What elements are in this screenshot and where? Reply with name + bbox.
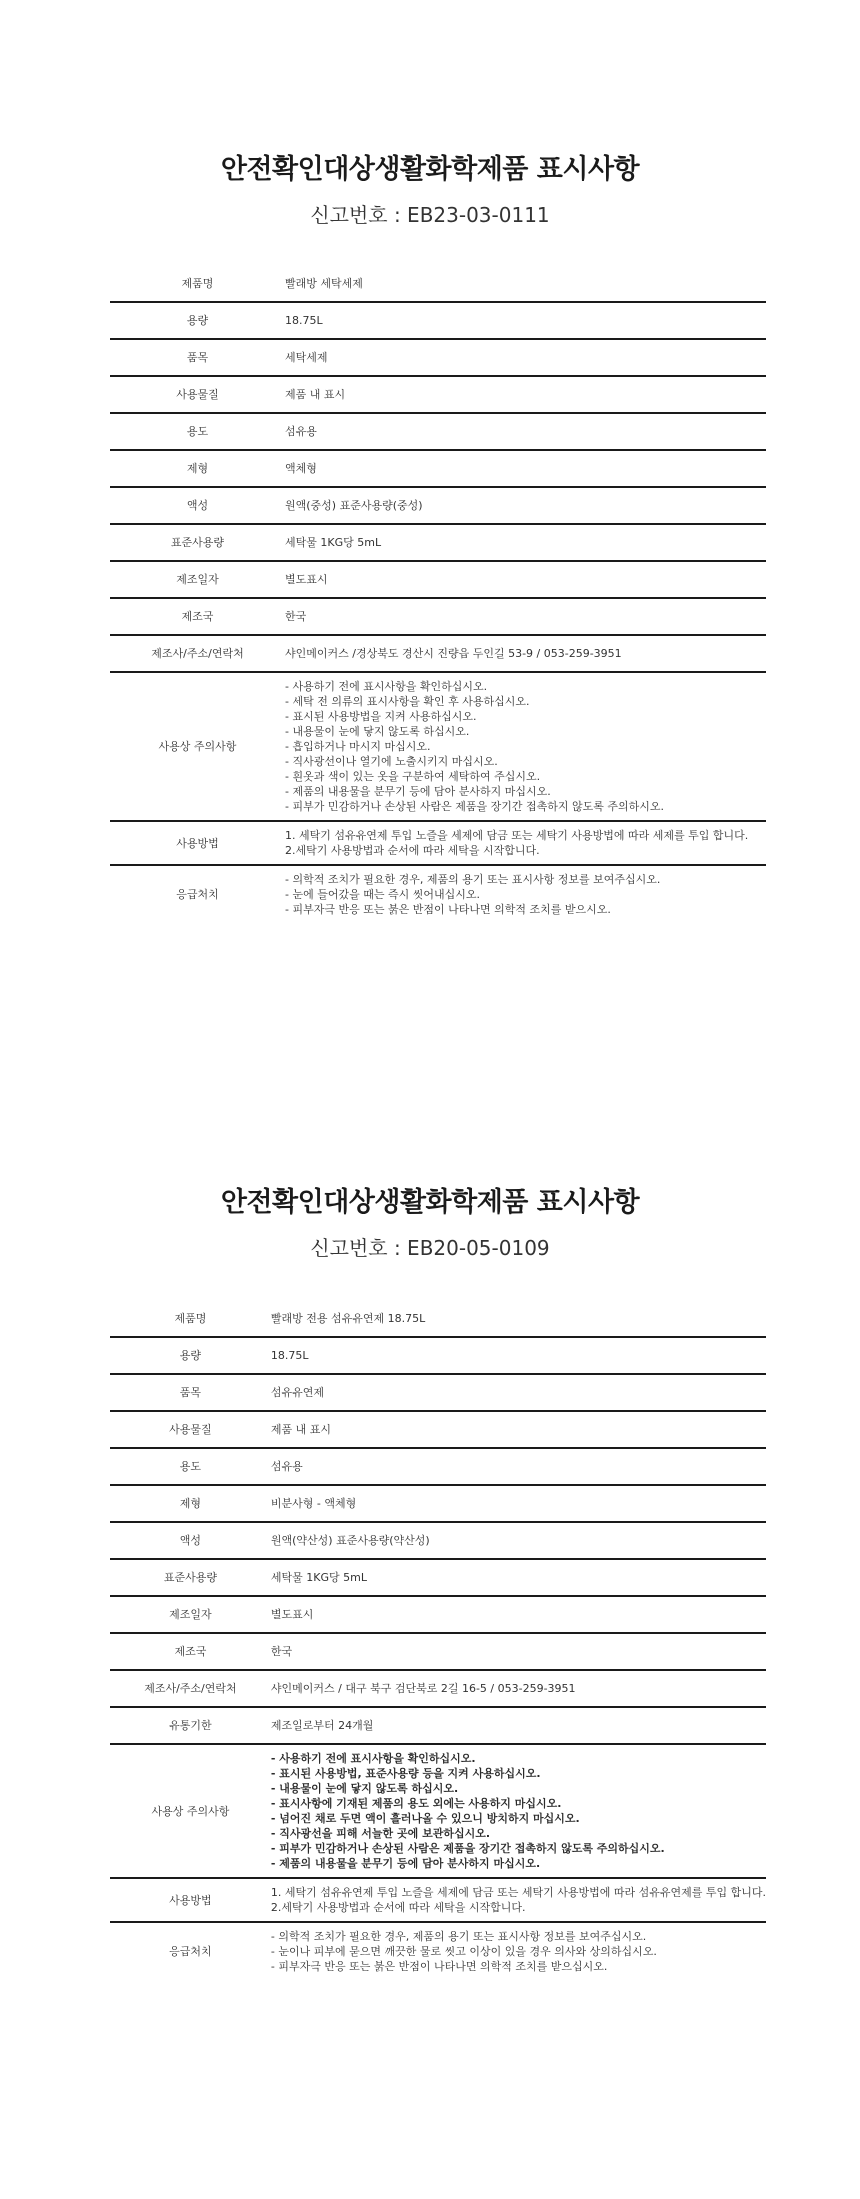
row-value: 별도표시 bbox=[270, 1608, 314, 1621]
product-info-table bbox=[110, 1300, 766, 1980]
label-section-2 bbox=[0, 1183, 860, 1973]
table-row-standard-dose bbox=[110, 524, 766, 561]
row-label: 제품명 bbox=[174, 1311, 207, 1325]
list-item: - 표시된 사용방법을 지켜 사용하십시오. bbox=[285, 710, 477, 723]
list-item: - 사용하기 전에 표시사항을 확인하십시오. bbox=[270, 1752, 476, 1765]
list-item: - 내용물이 눈에 닿지 않도록 하십시오. bbox=[285, 725, 470, 738]
row-value: 빨래방 세탁세제 bbox=[285, 276, 363, 290]
list-item: - 제품의 내용물을 분무기 등에 담아 분사하지 마십시오. bbox=[270, 1857, 541, 1870]
table-row-substances bbox=[110, 376, 766, 413]
row-label: 제조국 bbox=[181, 610, 214, 623]
row-value: 원액(중성) 표준사용량(중성) bbox=[285, 499, 423, 512]
row-label: 유통기한 bbox=[169, 1719, 212, 1732]
table-row-item bbox=[110, 339, 766, 376]
table-row-product-name bbox=[110, 1300, 766, 1337]
table-row-manufacturer bbox=[110, 635, 766, 672]
table-row-country bbox=[110, 1633, 766, 1670]
cautions-list bbox=[285, 672, 766, 821]
row-label: 용량 bbox=[179, 1349, 202, 1362]
usage-list bbox=[271, 1878, 766, 1922]
table-row-ph bbox=[110, 487, 766, 524]
table-row-ph bbox=[110, 1522, 766, 1559]
row-label: 품목 bbox=[179, 1386, 202, 1399]
list-item: - 제품의 내용물을 분무기 등에 담아 분사하지 마십시오. bbox=[285, 785, 551, 798]
list-item: - 눈이나 피부에 묻으면 깨끗한 물로 씻고 이상이 있을 경우 의사와 상의하십시오. bbox=[270, 1945, 657, 1958]
list-item: - 넘어진 채로 두면 액이 흘러나올 수 있으니 방치하지 마십시오. bbox=[270, 1812, 580, 1825]
row-value: 원액(약산성) 표준사용량(약산성) bbox=[270, 1534, 430, 1547]
row-label: 사용물질 bbox=[176, 388, 219, 401]
list-item: - 피부자극 반응 또는 붉은 반점이 나타나면 의학적 조치를 받으시오. bbox=[285, 903, 611, 916]
row-value: 빨래방 전용 섬유유연제 18.75L bbox=[270, 1311, 426, 1325]
row-value: 섬유유연제 bbox=[270, 1386, 325, 1399]
usage-list bbox=[285, 821, 766, 865]
table-row-expiry bbox=[110, 1707, 766, 1744]
table-row-manufacture-date bbox=[110, 561, 766, 598]
table-row-usage bbox=[110, 821, 766, 865]
table-row-country bbox=[110, 598, 766, 635]
table-row-formulation bbox=[110, 450, 766, 487]
list-item: - 의학적 조치가 필요한 경우, 제품의 용기 또는 표시사항 정보를 보여주십시오. bbox=[285, 873, 661, 886]
row-value: 섬유용 bbox=[285, 425, 317, 438]
row-label: 용도 bbox=[186, 425, 209, 438]
row-value: 세탁물 1KG당 5mL bbox=[285, 536, 382, 549]
row-label: 제조국 bbox=[174, 1645, 207, 1658]
table-row-product-name bbox=[110, 265, 766, 302]
row-value: 한국 bbox=[270, 1645, 293, 1658]
list-item: - 직사광선이나 열기에 노출시키지 마십시오. bbox=[285, 755, 498, 768]
list-item: 1. 세탁기 섬유유연제 투입 노즐을 세제에 담금 또는 세탁기 사용방법에 따라 세제를 투입 합니다. bbox=[285, 829, 749, 842]
list-item: - 의학적 조치가 필요한 경우, 제품의 용기 또는 표시사항 정보를 보여주십시오. bbox=[270, 1930, 647, 1943]
row-value: 18.75L bbox=[285, 314, 323, 327]
list-item: - 세탁 전 의류의 표시사항을 확인 후 사용하십시오. bbox=[285, 695, 530, 708]
row-label: 사용물질 bbox=[169, 1423, 212, 1436]
row-label: 사용상 주의사항 bbox=[151, 1804, 230, 1818]
row-value: 액체형 bbox=[285, 462, 317, 475]
list-item: - 흡입하거나 마시지 마십시오. bbox=[285, 740, 431, 753]
list-item: - 피부가 민감하거나 손상된 사람은 제품을 장기간 접촉하지 않도록 주의하시오. bbox=[285, 800, 664, 813]
table-row-manufacture-date bbox=[110, 1596, 766, 1633]
row-label: 응급처치 bbox=[176, 888, 219, 901]
row-value: 18.75L bbox=[270, 1349, 309, 1362]
table-row-purpose bbox=[110, 413, 766, 450]
row-value: 샤인메이커스 / 대구 북구 검단북로 2길 16-5 / 053-259-3951 bbox=[270, 1682, 576, 1695]
row-label: 제조사/주소/연락처 bbox=[144, 1682, 237, 1695]
row-label: 응급처치 bbox=[169, 1945, 212, 1958]
row-label: 제품명 bbox=[181, 276, 214, 290]
row-value: 샤인메이커스 /경상북도 경산시 진량읍 두인길 53-9 / 053-259-3951 bbox=[285, 647, 622, 660]
row-label: 제조일자 bbox=[176, 573, 219, 586]
section-title: 안전확인대상생활화학제품 표시사항 bbox=[220, 154, 640, 185]
list-item: - 사용하기 전에 표시사항을 확인하십시오. bbox=[285, 680, 488, 693]
row-value: 세탁물 1KG당 5mL bbox=[270, 1571, 367, 1584]
row-label: 액성 bbox=[186, 499, 209, 512]
cautions-list bbox=[271, 1744, 766, 1878]
table-row-first-aid bbox=[110, 1922, 766, 1980]
list-item: - 표시사항에 기재된 제품의 용도 외에는 사용하지 마십시오. bbox=[270, 1797, 562, 1810]
list-item: - 피부자극 반응 또는 붉은 반점이 나타나면 의학적 조치를 받으십시오. bbox=[270, 1960, 608, 1973]
row-label: 제조일자 bbox=[169, 1608, 212, 1621]
row-value: 비분사형 - 액체형 bbox=[270, 1497, 357, 1510]
table-row-capacity bbox=[110, 1337, 766, 1374]
section-title: 안전확인대상생활화학제품 표시사항 bbox=[220, 1187, 640, 1218]
list-item: - 내용물이 눈에 닿지 않도록 하십시오. bbox=[270, 1782, 459, 1795]
table-row-capacity bbox=[110, 302, 766, 339]
list-item: - 흰옷과 색이 있는 옷을 구분하여 세탁하여 주십시오. bbox=[285, 770, 541, 783]
row-value: 한국 bbox=[285, 610, 307, 623]
row-value: 제조일로부터 24개월 bbox=[270, 1719, 374, 1732]
list-item: - 피부가 민감하거나 손상된 사람은 제품을 장기간 접촉하지 않도록 주의하십시오. bbox=[270, 1842, 665, 1855]
list-item: 2.세탁기 사용방법과 순서에 따라 세탁을 시작합니다. bbox=[270, 1901, 526, 1914]
first-aid-list bbox=[271, 1922, 766, 1980]
report-number: 신고번호 : EB20-05-0109 bbox=[310, 1236, 550, 1260]
row-label: 품목 bbox=[186, 351, 209, 364]
row-label: 사용방법 bbox=[176, 836, 219, 850]
row-label: 사용방법 bbox=[169, 1893, 212, 1907]
table-row-manufacturer bbox=[110, 1670, 766, 1707]
table-row-standard-dose bbox=[110, 1559, 766, 1596]
row-label: 표준사용량 bbox=[170, 536, 225, 549]
row-label: 제형 bbox=[186, 462, 209, 475]
list-item: 1. 세탁기 섬유유연제 투입 노즐을 세제에 담금 또는 세탁기 사용방법에 따라 섬유유연제를 투입 합니다. bbox=[270, 1886, 766, 1899]
row-label: 제형 bbox=[179, 1497, 202, 1510]
row-value: 제품 내 표시 bbox=[270, 1423, 331, 1436]
row-value: 세탁세제 bbox=[285, 351, 328, 364]
row-value: 제품 내 표시 bbox=[285, 388, 346, 401]
first-aid-list bbox=[285, 865, 766, 923]
table-row-cautions bbox=[110, 1744, 766, 1878]
table-row-item bbox=[110, 1374, 766, 1411]
report-number: 신고번호 : EB23-03-0111 bbox=[310, 203, 550, 227]
row-label: 제조사/주소/연락처 bbox=[151, 647, 244, 660]
table-row-purpose bbox=[110, 1448, 766, 1485]
row-label: 표준사용량 bbox=[163, 1571, 217, 1584]
list-item: - 표시된 사용방법, 표준사용량 등을 지켜 사용하십시오. bbox=[270, 1767, 541, 1780]
label-section-1 bbox=[0, 150, 860, 916]
product-info-table bbox=[110, 265, 766, 923]
table-row-usage bbox=[110, 1878, 766, 1922]
table-row-substances bbox=[110, 1411, 766, 1448]
row-label: 액성 bbox=[179, 1534, 202, 1547]
row-label: 사용상 주의사항 bbox=[158, 740, 237, 753]
row-label: 용도 bbox=[179, 1460, 202, 1473]
list-item: - 눈에 들어갔을 때는 즉시 씻어내십시오. bbox=[285, 888, 480, 901]
list-item: - 직사광선을 피해 서늘한 곳에 보관하십시오. bbox=[270, 1827, 491, 1840]
row-label: 용량 bbox=[186, 314, 209, 327]
list-item: 2.세탁기 사용방법과 순서에 따라 세탁을 시작합니다. bbox=[285, 844, 540, 857]
table-row-formulation bbox=[110, 1485, 766, 1522]
table-row-cautions bbox=[110, 672, 766, 821]
table-row-first-aid bbox=[110, 865, 766, 923]
row-value: 별도표시 bbox=[285, 573, 328, 586]
row-value: 섬유용 bbox=[270, 1460, 303, 1473]
